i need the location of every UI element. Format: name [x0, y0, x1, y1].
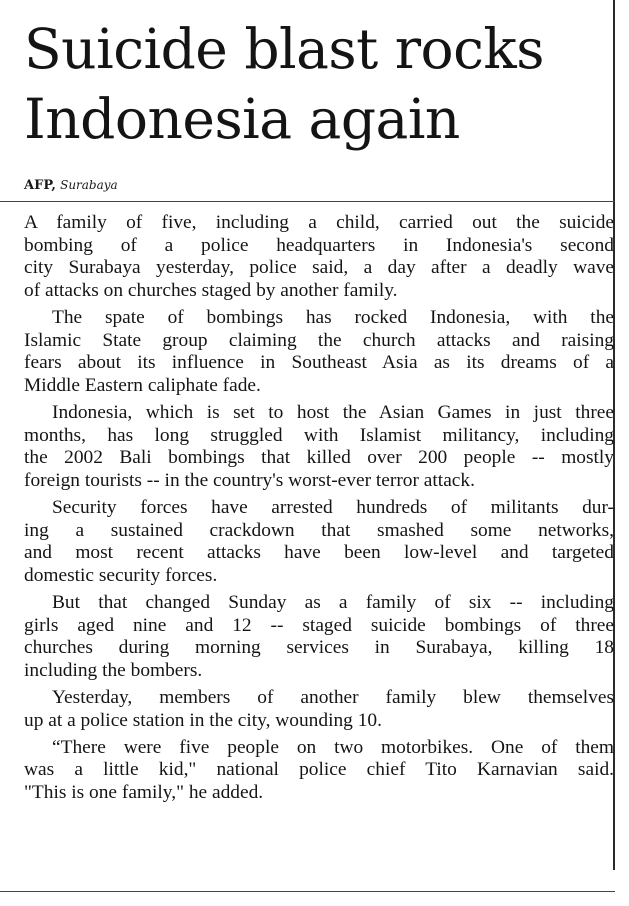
article-line: Indonesia, which is set to host the Asian Games in just three — [52, 402, 614, 423]
headline-line: Suicide blast rocks — [24, 17, 544, 81]
article-line: domestic security forces. — [24, 565, 218, 587]
article-line: Islamic State group claiming the church attacks and raising — [24, 329, 614, 351]
article-paragraph — [24, 497, 614, 588]
article-line: the 2002 Bali bombings that killed over 200 people -- mostly — [24, 447, 614, 469]
article-line: "This is one family," he added. — [24, 782, 264, 803]
article-line: bombing of a police headquarters in Indonesia's second — [24, 234, 614, 256]
article-line: was a little kid," national police chief Tito Karnavian said. — [24, 759, 614, 781]
article-line: churches during morning services in Surabaya, killing 18 — [24, 637, 614, 659]
headline — [24, 14, 609, 154]
bottom-divider-rule — [0, 891, 615, 892]
article-body — [24, 212, 614, 809]
article-line: including the bombers. — [24, 660, 203, 682]
article-line: foreign tourists -- in the country's worst-ever terror attack. — [24, 470, 475, 492]
article-paragraph — [24, 307, 614, 398]
article-line: fears about its influence in Southeast Asia as its dreams of a — [24, 352, 614, 374]
article-line: city Surabaya yesterday, police said, a day after a deadly wave — [24, 257, 614, 279]
headline-line: Indonesia again — [24, 87, 460, 151]
article-line: Yesterday, members of another family blew themselves — [52, 687, 614, 708]
article-line: The spate of bombings has rocked Indonesia, with the — [52, 307, 614, 328]
byline — [24, 176, 118, 195]
article-line: “There were five people on two motorbikes. One of them — [52, 736, 614, 758]
article-line: months, has long struggled with Islamist militancy, including — [24, 424, 614, 446]
article-paragraph — [24, 687, 614, 732]
article-line: But that changed Sunday as a family of six -- including — [52, 592, 614, 613]
article-line: Security forces have arrested hundreds of militants dur- — [52, 497, 614, 518]
article-paragraph — [24, 592, 614, 683]
article-paragraph — [24, 212, 614, 303]
article-line: girls aged nine and 12 -- staged suicide bombings of three — [24, 614, 614, 636]
byline-divider-rule — [0, 201, 615, 202]
byline-dateline: Surabaya — [60, 178, 118, 192]
article-line: A family of five, including a child, carried out the suicide — [24, 212, 614, 233]
article-line: up at a police station in the city, wounding 10. — [24, 709, 382, 731]
article-paragraph — [24, 737, 614, 805]
article-paragraph — [24, 402, 614, 493]
article-line: ing a sustained crackdown that smashed some networks, — [24, 519, 614, 541]
article-line: Middle Eastern caliphate fade. — [24, 375, 261, 397]
byline-agency: AFP, — [24, 178, 56, 193]
article-line: and most recent attacks have been low-level and targeted — [24, 542, 614, 564]
article-line: of attacks on churches staged by another family. — [24, 280, 398, 302]
